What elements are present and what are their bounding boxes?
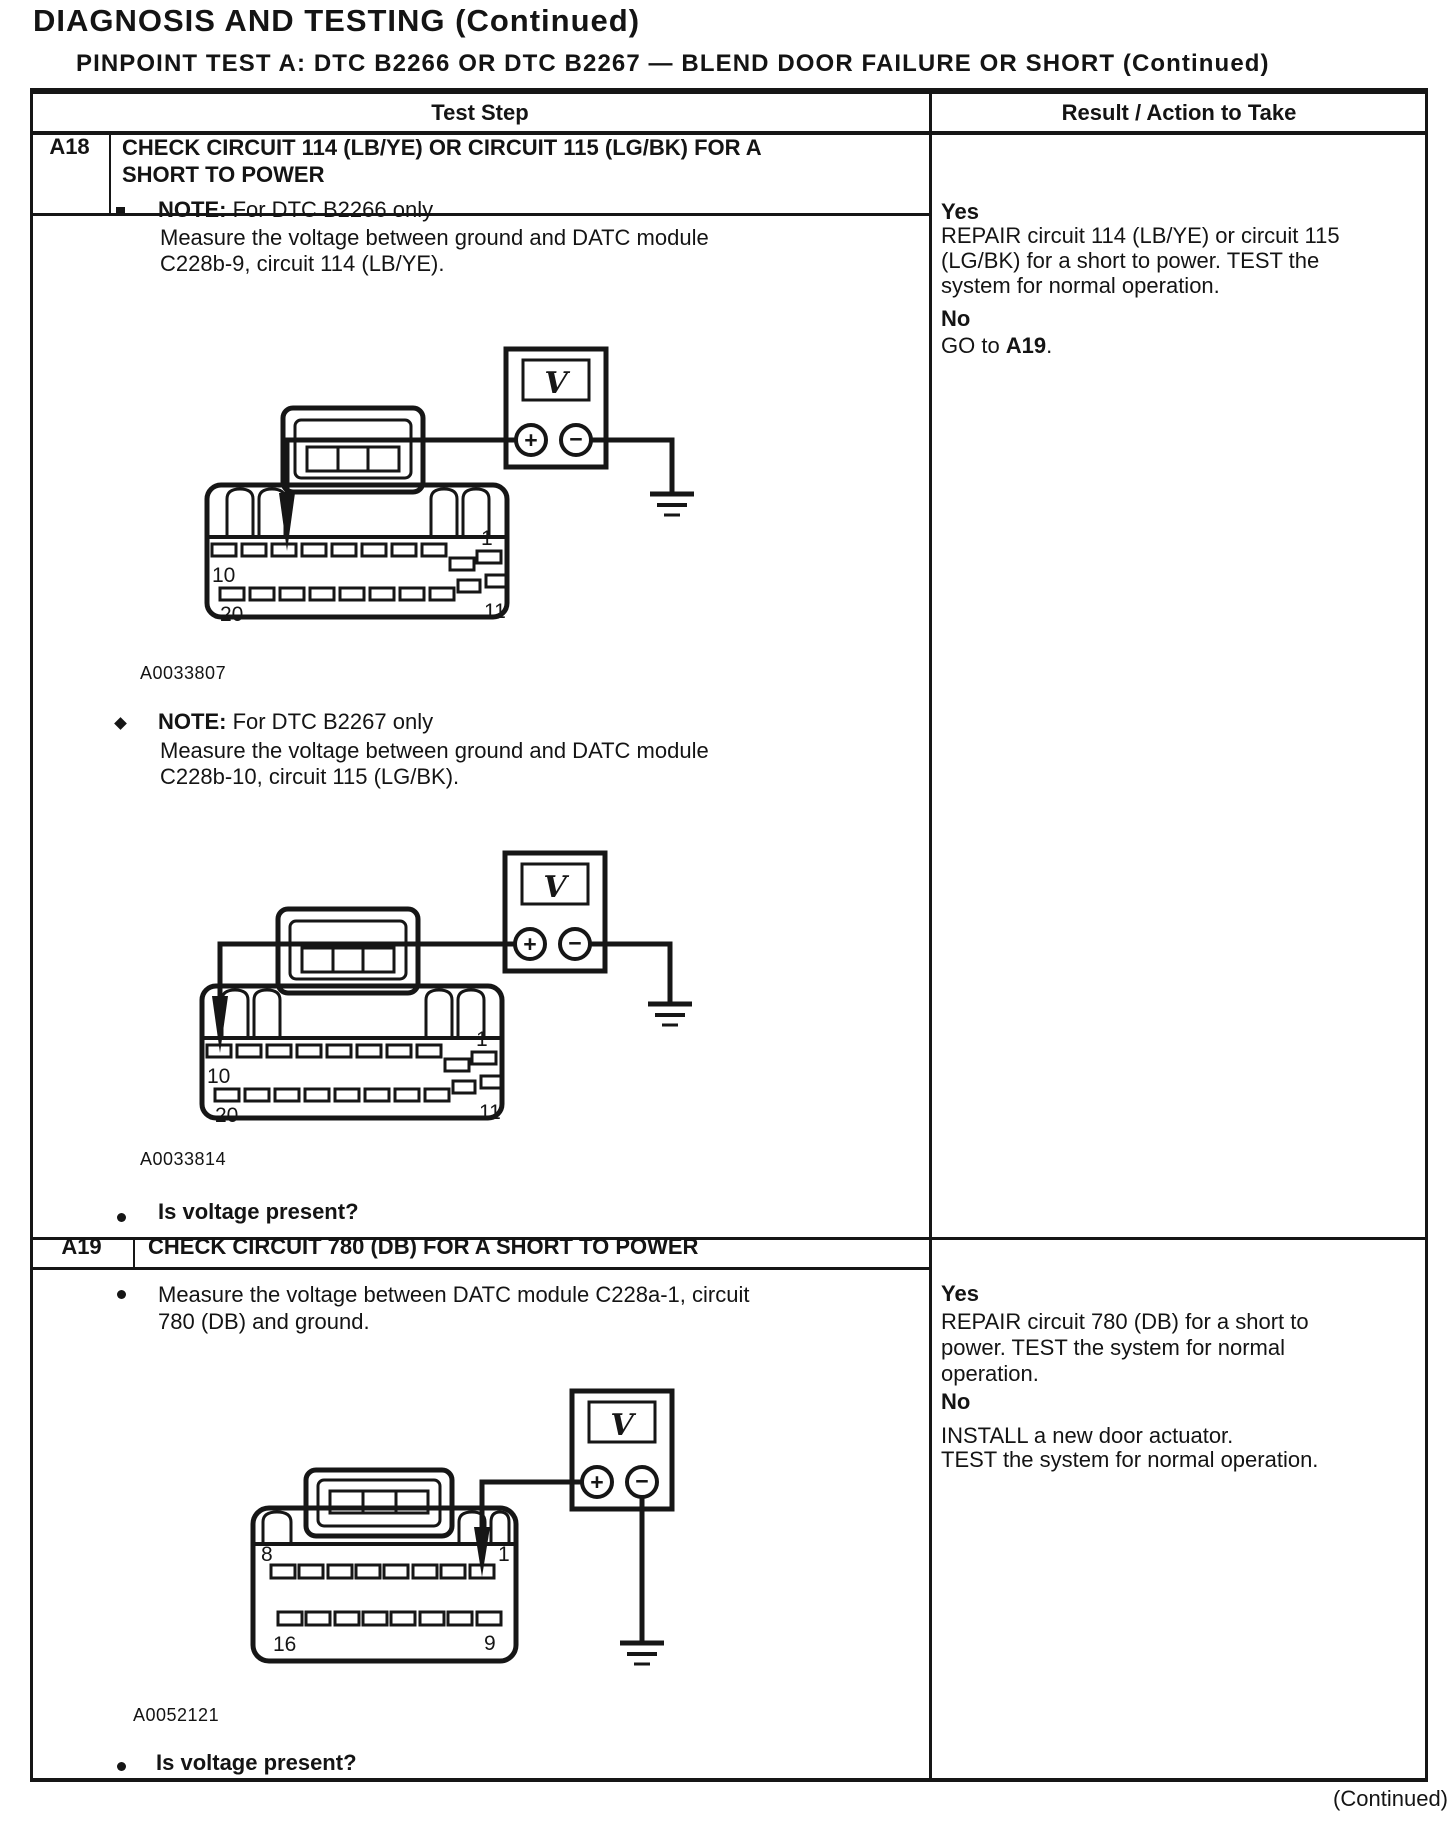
voltmeter bbox=[505, 853, 605, 971]
question-bullet-icon bbox=[117, 1213, 126, 1222]
probe-arrow-icon bbox=[279, 493, 295, 551]
a19-no-line1: INSTALL a new door actuator. bbox=[941, 1423, 1234, 1448]
voltmeter bbox=[572, 1391, 672, 1509]
a18-note2-body-line2: C228b-10, circuit 115 (LG/BK). bbox=[160, 764, 460, 789]
step-title-a18-line1: CHECK CIRCUIT 114 (LB/YE) OR CIRCUIT 115 (LG/BK) FOR A bbox=[122, 135, 762, 160]
step-title-a19: CHECK CIRCUIT 780 (DB) FOR A SHORT TO POWER bbox=[148, 1234, 699, 1259]
a18-question: Is voltage present? bbox=[158, 1199, 359, 1224]
ground-symbol bbox=[620, 1643, 664, 1664]
note-label: NOTE: bbox=[158, 709, 227, 734]
a19-yes-line3: operation. bbox=[941, 1361, 1039, 1386]
a19-yes-label: Yes bbox=[941, 1281, 979, 1306]
goto-step-ref: A19 bbox=[1005, 333, 1047, 358]
actuator-connector-c228a bbox=[253, 1470, 516, 1661]
step-title-a18 bbox=[122, 134, 762, 188]
a19-title-rule bbox=[30, 1267, 931, 1270]
a18-yes-line1: REPAIR circuit 114 (LB/YE) or circuit 115 bbox=[941, 223, 1340, 248]
page-title: DIAGNOSIS AND TESTING (Continued) bbox=[33, 3, 641, 38]
continued-footer: (Continued) bbox=[1333, 1786, 1448, 1811]
measurement-diagram-b2266 bbox=[195, 295, 715, 635]
a18-step-id-divider bbox=[109, 131, 111, 216]
column-divider bbox=[929, 88, 932, 1782]
ground-symbol bbox=[650, 494, 694, 515]
a18-note1 bbox=[158, 197, 433, 223]
ground-symbol bbox=[648, 1004, 692, 1025]
question-bullet-icon bbox=[117, 1762, 126, 1771]
figure-label: A0052121 bbox=[133, 1705, 220, 1725]
note-label: NOTE: bbox=[158, 197, 227, 222]
figure-label: A0033814 bbox=[140, 1149, 227, 1169]
a19-step-id-divider bbox=[133, 1237, 135, 1270]
step-title-a18-line2: SHORT TO POWER bbox=[122, 162, 325, 187]
column-header-test-step: Test Step bbox=[431, 100, 529, 125]
measurement-diagram-b2267 bbox=[190, 830, 710, 1130]
a19-no-line2: TEST the system for normal operation. bbox=[941, 1447, 1319, 1472]
note-text: For DTC B2267 only bbox=[226, 709, 434, 734]
a19-yes-line1: REPAIR circuit 780 (DB) for a short to bbox=[941, 1309, 1309, 1334]
step-id-a19: A19 bbox=[61, 1234, 102, 1259]
a18-note2-body-line1: Measure the voltage between ground and DATC module bbox=[160, 738, 709, 763]
figure-label: A0033807 bbox=[140, 663, 227, 683]
a18-note1-body-line2: C228b-9, circuit 114 (LB/YE). bbox=[160, 251, 445, 276]
a18-note2 bbox=[158, 709, 433, 735]
a19-question: Is voltage present? bbox=[156, 1750, 357, 1775]
a18-yes-line3: system for normal operation. bbox=[941, 273, 1220, 298]
measurement-diagram-c228a bbox=[210, 1385, 730, 1685]
probe-arrow-icon bbox=[474, 1527, 490, 1577]
step-bullet-icon bbox=[117, 1290, 126, 1299]
pinpoint-test-subtitle: PINPOINT TEST A: DTC B2266 OR DTC B2267 — BLEND DOOR FAILURE OR SHORT (Continued) bbox=[76, 50, 1270, 77]
a19-no-label: No bbox=[941, 1389, 971, 1414]
a18-note1-body-line1: Measure the voltage between ground and DATC module bbox=[160, 225, 709, 250]
voltmeter bbox=[506, 349, 606, 467]
note-text: For DTC B2266 only bbox=[226, 197, 434, 222]
a19-yes-line2: power. TEST the system for normal bbox=[941, 1335, 1285, 1360]
a19-body-line2: 780 (DB) and ground. bbox=[158, 1309, 370, 1334]
a18-no-label: No bbox=[941, 306, 971, 331]
a18-no-action: GO to A19. bbox=[941, 333, 1053, 358]
note-bullet-icon bbox=[116, 207, 125, 216]
a19-body-line1: Measure the voltage between DATC module C228a-1, circuit bbox=[158, 1282, 750, 1307]
step-id-a18: A18 bbox=[49, 134, 90, 159]
column-header-result: Result / Action to Take bbox=[1061, 100, 1297, 125]
a18-yes-line2: (LG/BK) for a short to power. TEST the bbox=[941, 248, 1320, 273]
a18-yes-label: Yes bbox=[941, 199, 979, 224]
